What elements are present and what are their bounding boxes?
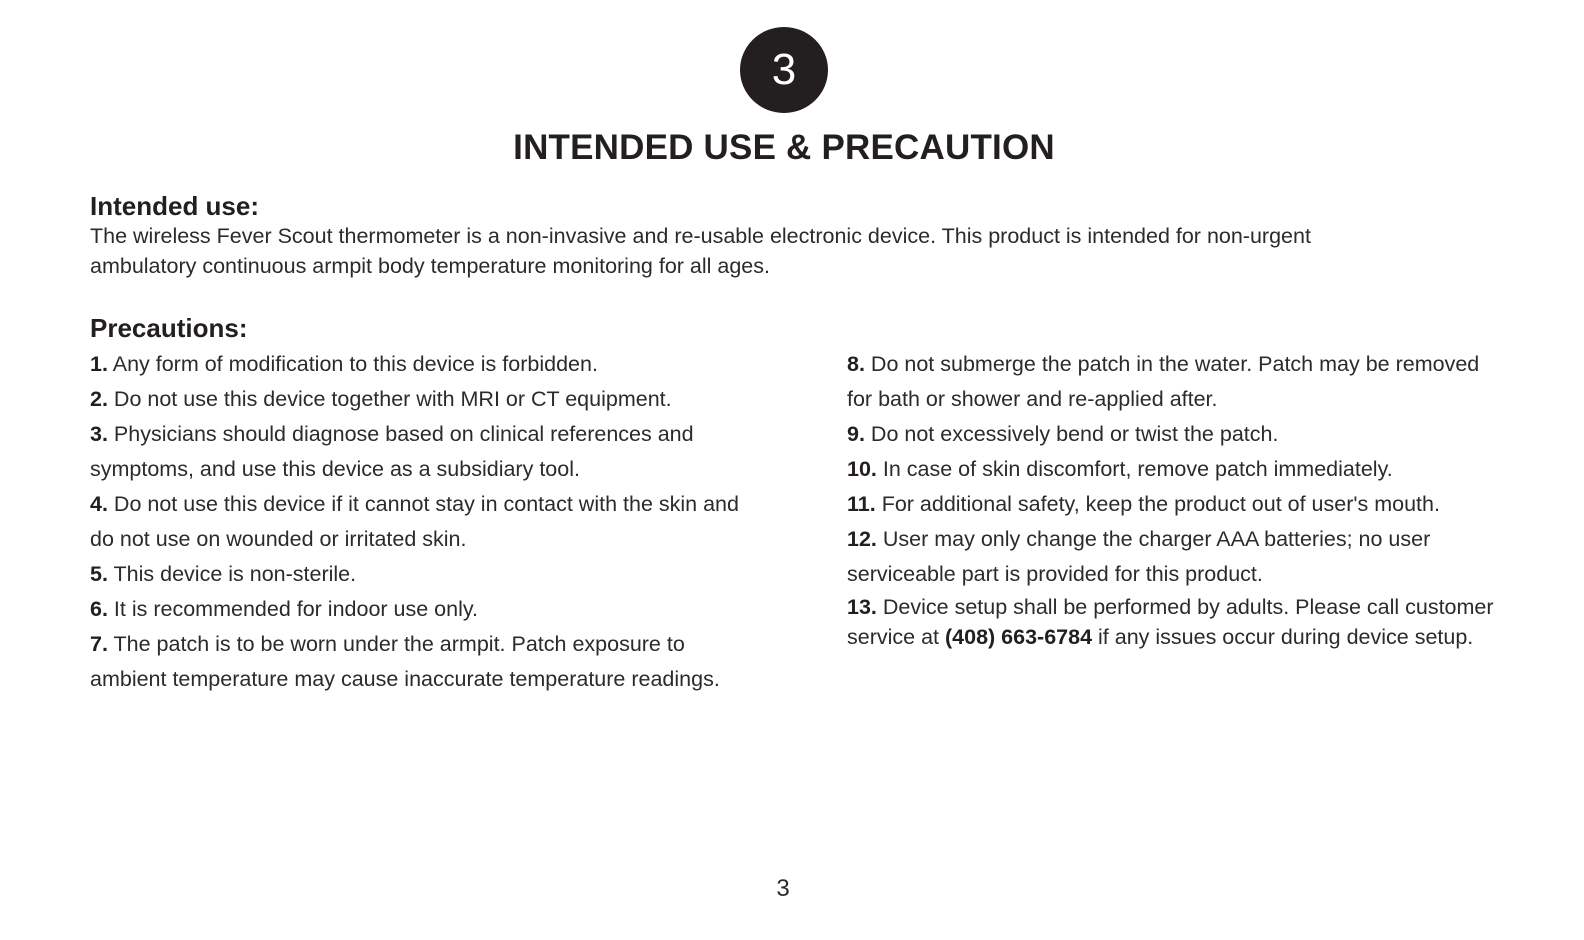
intended-use-heading: Intended use: [90, 191, 260, 221]
precaution-item-2: 2. Do not use this device together with MRI or CT equipment. [90, 387, 672, 411]
precaution-item-7: 7. The patch is to be worn under the armpit. Patch exposure to ambient temperature may cause inaccurate temperature readings. [90, 632, 720, 691]
precautions-list-left [90, 347, 740, 697]
precautions-heading: Precautions: [90, 313, 248, 343]
precaution-item-4: 4. Do not use this device if it cannot stay in contact with the skin and do not use on wounded or irritated skin. [90, 492, 739, 551]
intended-use-text: The wireless Fever Scout thermometer is a non-invasive and re-usable electronic device. This product is intended for non-urgent ambulatory continuous armpit body temperature monitoring for all ages. [90, 224, 1311, 278]
precaution-item-10: 10. In case of skin discomfort, remove patch immediately. [847, 457, 1393, 481]
precautions-list-right [847, 347, 1497, 652]
page-title: INTENDED USE & PRECAUTION [513, 128, 1055, 167]
precaution-item-1: 1. Any form of modification to this device is forbidden. [90, 352, 598, 376]
precaution-item-12: 12. User may only change the charger AAA batteries; no user serviceable part is provided for this product. [847, 527, 1431, 586]
customer-service-phone: (408) 663-6784 [945, 625, 1093, 649]
precaution-item-8: 8. Do not submerge the patch in the water. Patch may be removed for bath or shower and re-applied after. [847, 352, 1480, 411]
page-number: 3 [776, 875, 790, 902]
precaution-item-9: 9. Do not excessively bend or twist the patch. [847, 422, 1279, 446]
section-number-badge: 3 [740, 27, 828, 113]
precaution-item-6: 6. It is recommended for indoor use only. [90, 597, 479, 621]
precaution-item-5: 5. This device is non-sterile. [90, 562, 357, 586]
precaution-item-13: 13. Device setup shall be performed by adults. Please call customer service at (408) 663-6784 if any issues occur during device setup. [847, 595, 1494, 649]
precaution-item-11: 11. For additional safety, keep the product out of user's mouth. [847, 492, 1440, 516]
precaution-item-3: 3. Physicians should diagnose based on clinical references and symptoms, and use this device as a subsidiary tool. [90, 422, 694, 481]
